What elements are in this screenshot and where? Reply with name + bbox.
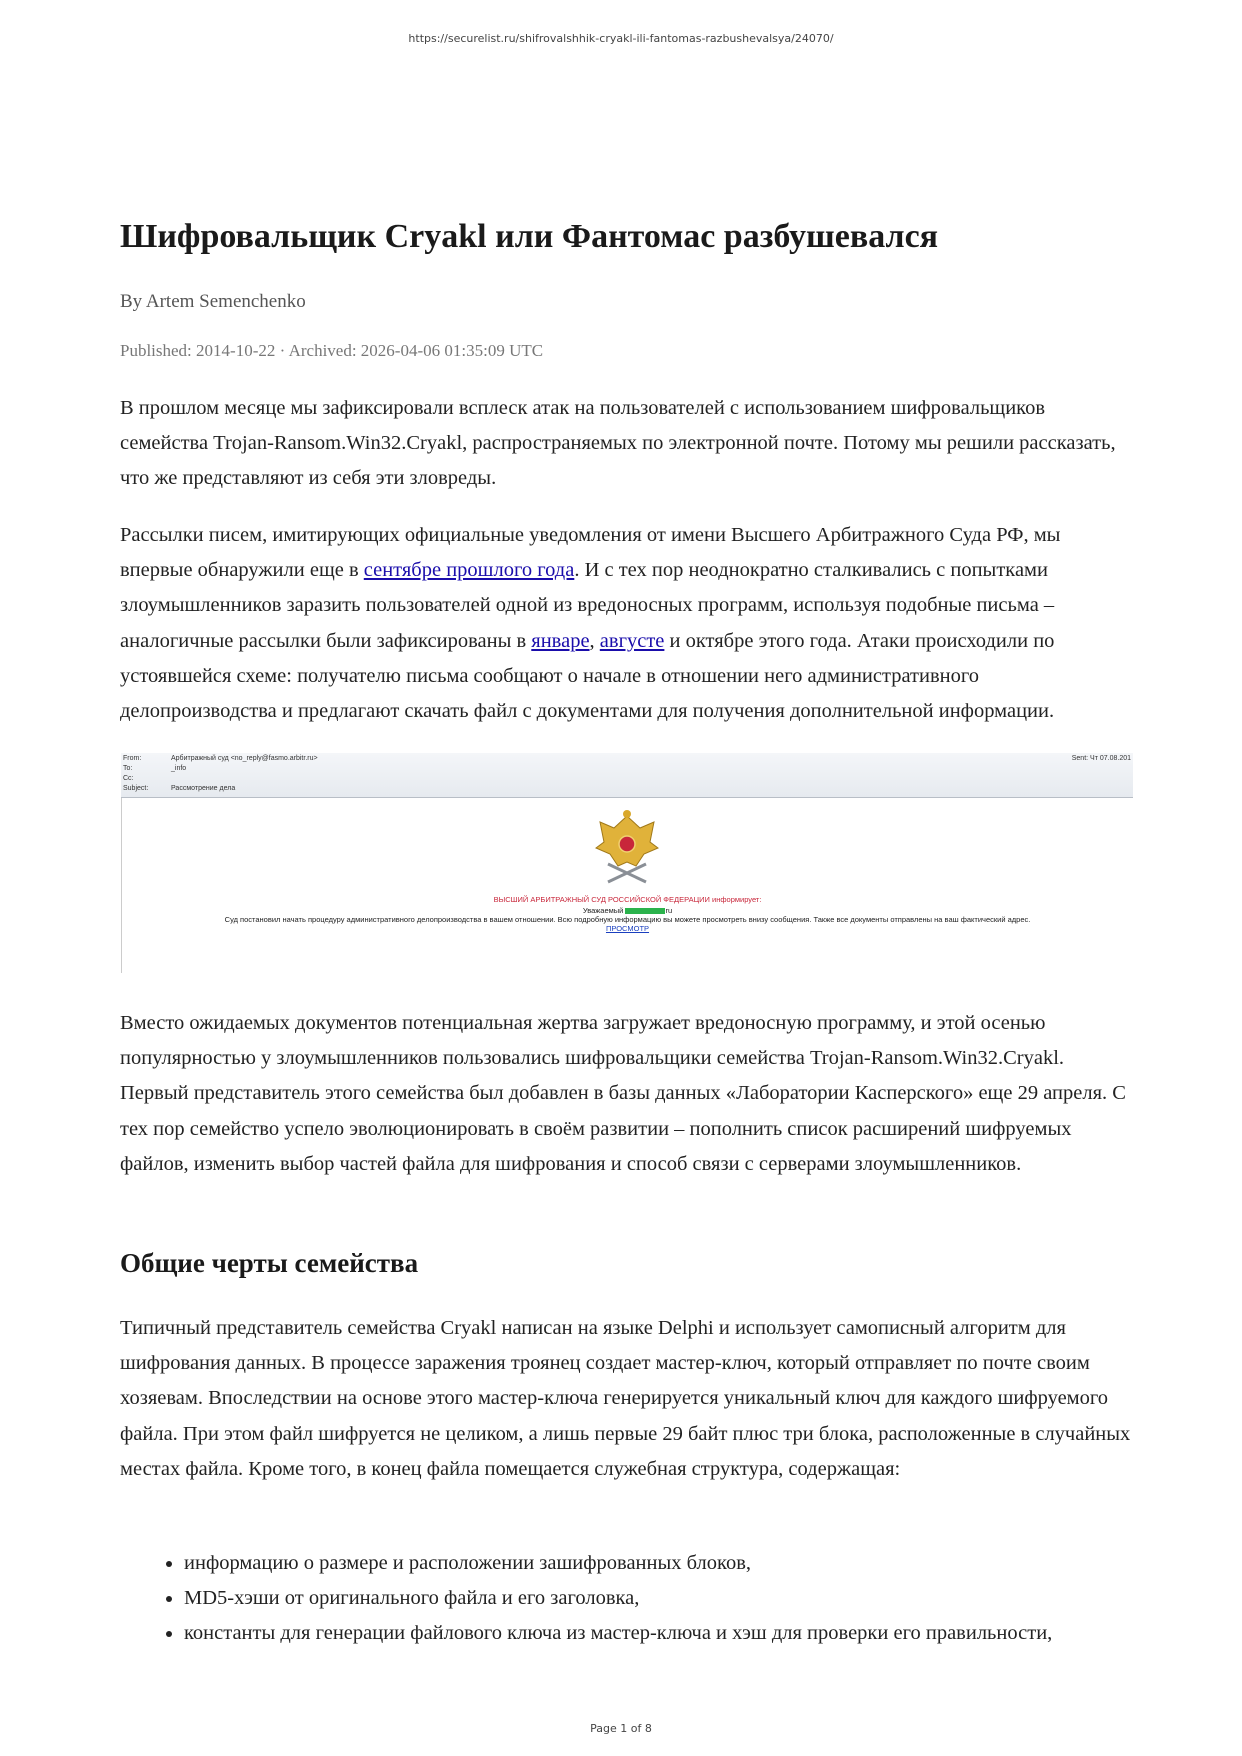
link-january[interactable]: январе xyxy=(531,629,590,652)
email-body xyxy=(121,798,1133,973)
court-name: ВЫСШИЙ АРБИТРАЖНЫЙ СУД РОССИЙСКОЙ ФЕДЕРАЦИИ xyxy=(493,895,710,904)
feature-list xyxy=(120,1546,1199,1651)
text: . И с тех пор неоднократно сталкивались с попытками злоумышленников заразить пользователей одной из вредоносных программ, используя подобные письма – аналогичные рассылки были зафиксированы в xyxy=(120,559,1055,652)
from-row xyxy=(123,755,318,762)
sent-date: Sent: Чт 07.08.201 xyxy=(1071,755,1131,762)
paragraph-4: Типичный представитель семейства Cryakl написан на языке Delphi и использует самописный алгоритм для шифрования данных. В процессе заражения троянец создает мастер-ключ, который отправляет по почте своим хозяевам. Впоследствии на основе этого мастер-ключа генерируется уникальный ключ для каждого шифруемого файла. При этом файл шифруется не целиком, а лишь первые 29 байт плюс три блока, расположенные в случайных местах файла. Кроме того, в конец файла помещается служебная структура, содержащая: xyxy=(120,1317,1131,1480)
email-text: Суд постановил начать процедуру административного делопроизводства в вашем отношении. Всю подробную информацию вы можете просмотреть внизу сообщения. Также все документы отправлены на ваш фактический адрес. xyxy=(224,915,1031,924)
value: _info xyxy=(171,765,187,772)
section-heading: Общие черты семейства xyxy=(120,1248,419,1278)
view-link[interactable]: ПРОСМОТР xyxy=(605,924,650,933)
link-august[interactable]: августе xyxy=(599,629,665,652)
text: и октябре этого года. Атаки происходили по устоявшейся схеме: получателю письма сообщают о начале в отношении него административного делопроизводства и предлагают скачать файл с документами для получения дополнительной информации. xyxy=(120,629,1055,723)
value: Арбитражный суд <no_reply@fasmo.arbitr.ru> xyxy=(171,755,318,762)
text: Рассылки писем, имитирующих официальные уведомления от имени Высшего Арбитражного Суда РФ, мы впервые обнаружили еще в xyxy=(120,524,1061,582)
redacted-email xyxy=(625,908,665,914)
email-header xyxy=(121,753,1133,798)
court-heading xyxy=(122,895,1133,904)
subject-row xyxy=(123,785,235,792)
domain: ru xyxy=(665,906,673,915)
value: Рассмотрение дела xyxy=(171,785,236,792)
label: From: xyxy=(123,755,142,762)
label: Subject: xyxy=(123,785,149,792)
paragraph-3: Вместо ожидаемых документов потенциальная жертва загружает вредоносную программу, и этой осенью популярностью у злоумышленников пользовались шифровальщики семейства Trojan-Ransom.Win32.Cryakl. Первый представитель этого семейства был добавлен в базы данных «Лаборатории Касперского» еще 29 апреля. С тех пор семейство успело эволюционировать в своём развитии – пополнить список расширений шифруемых файлов, изменить выбор частей файла для шифрования и способ связи с серверами злоумышленников. xyxy=(120,1012,1126,1175)
list-item: • информацию о размере и расположении зашифрованных блоков, xyxy=(184,1546,1199,1581)
byline: By Artem Semenchenko xyxy=(120,291,306,312)
dear: Уважаемый xyxy=(582,906,624,915)
cc-row xyxy=(123,775,171,782)
article-title: Шифровальщик Cryakl или Фантомас разбушевался xyxy=(120,218,939,255)
eagle-crest-icon xyxy=(592,808,662,888)
list-item: • константы для генерации файлового ключа из мастер-ключа и хэш для проверки его правильности, xyxy=(184,1616,1199,1651)
greeting xyxy=(122,906,1133,915)
paragraph-2 xyxy=(120,518,1135,729)
email-screenshot xyxy=(121,753,1133,973)
published-date: Published: 2014-10-22 · Archived: 2026-04-06 01:35:09 UTC xyxy=(120,341,544,360)
label: To: xyxy=(123,765,133,772)
list-item: • MD5-хэши от оригинального файла и его заголовка, xyxy=(184,1581,1199,1616)
page-number: Page 1 of 8 xyxy=(590,1722,652,1735)
paragraph-1: В прошлом месяце мы зафиксировали всплеск атак на пользователей с использованием шифровальщиков семейства Trojan-Ransom.Win32.Cryakl, распространяемых по электронной почте. Потому мы решили рассказать, что же представляют из себя эти зловреды. xyxy=(120,397,1116,490)
informs: информирует: xyxy=(712,895,762,904)
text: , xyxy=(589,629,600,652)
to-row xyxy=(123,765,186,772)
link-september[interactable]: сентябре прошлого года xyxy=(363,559,575,582)
page-url: https://securelist.ru/shifrovalshhik-cryakl-ili-fantomas-razbushevalsya/24070/ xyxy=(408,32,834,45)
email-link-row xyxy=(122,924,1133,933)
label: Cc: xyxy=(123,775,134,782)
